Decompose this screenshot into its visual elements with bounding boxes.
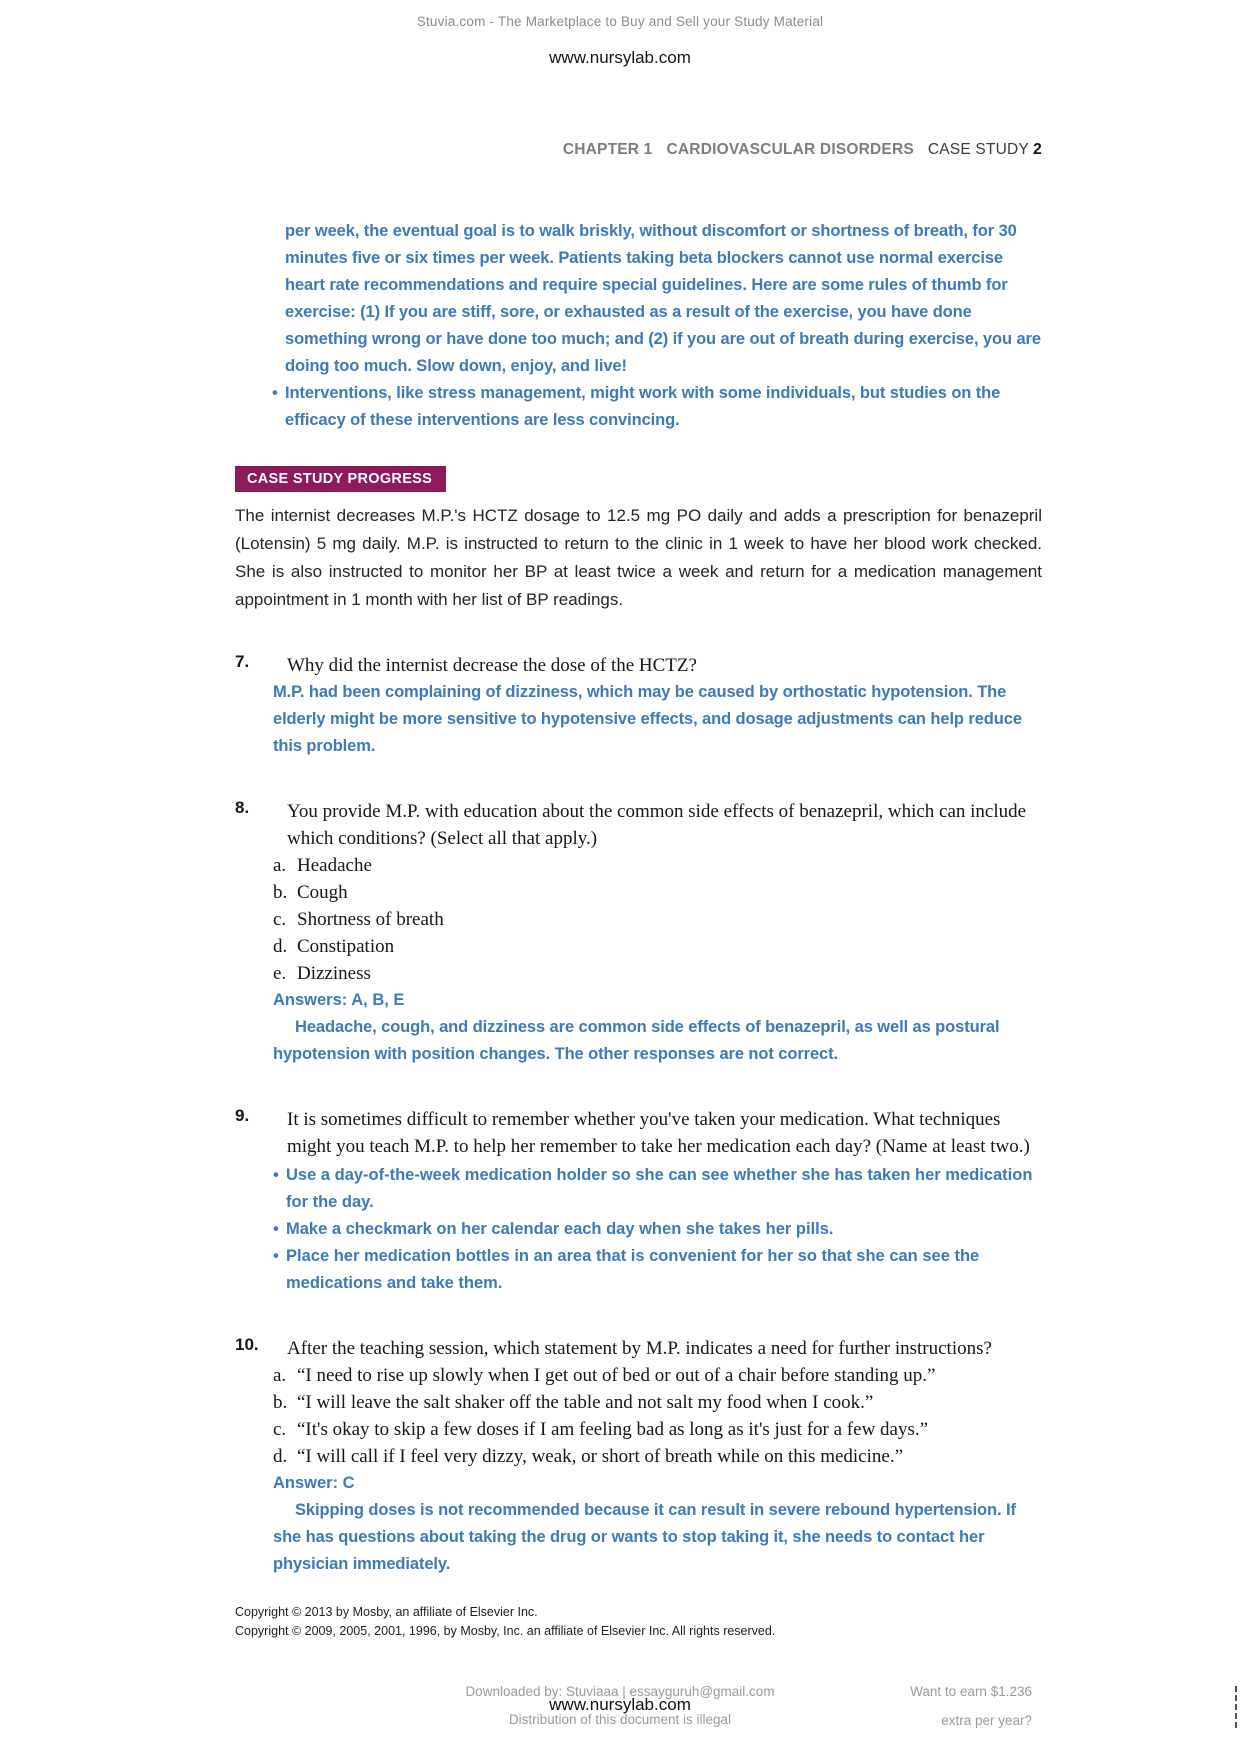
option-letter: c. bbox=[273, 909, 287, 930]
question-7-number: 7. bbox=[235, 652, 250, 671]
option-letter: d. bbox=[273, 1446, 288, 1467]
earn-promo bbox=[910, 1684, 1032, 1728]
copyright-line-1: Copyright © 2013 by Mosby, an affiliate of Elsevier Inc. bbox=[235, 1605, 538, 1619]
bullet-icon: • bbox=[273, 1220, 279, 1238]
chapter-heading bbox=[235, 141, 1042, 159]
case-study-label: CASE STUDY bbox=[927, 141, 1029, 158]
interventions-bullet bbox=[272, 380, 1042, 434]
header-site-url[interactable]: www.nursylab.com bbox=[549, 48, 691, 67]
question-10-number: 10. bbox=[235, 1335, 259, 1354]
interventions-bullet-text: Interventions, like stress management, might work with some individuals, but studies on the efficacy of these interventions are less convincing. bbox=[285, 384, 1001, 429]
question-7-answer: M.P. had been complaining of dizziness, which may be caused by orthostatic hypotension. The elderly might be more sensitive to hypotensive effects, and dosage adjustments can help reduce this problem. bbox=[273, 683, 1022, 755]
question-10-answer-label: Answer: C bbox=[273, 1474, 355, 1492]
option-text: “It's okay to skip a few doses if I am feeling bad as long as it's just for a few days.” bbox=[297, 1419, 929, 1440]
question-8-option-a bbox=[273, 852, 1042, 879]
bullet-text: Make a checkmark on her calendar each day when she takes her pills. bbox=[286, 1220, 834, 1238]
option-letter: b. bbox=[273, 1392, 288, 1413]
copyright-block bbox=[235, 1603, 775, 1641]
question-10-option-d bbox=[273, 1443, 1042, 1470]
question-9 bbox=[235, 1106, 1042, 1297]
question-9-answers bbox=[273, 1162, 1042, 1297]
earn-promo-line-2: extra per year? bbox=[941, 1713, 1032, 1728]
exercise-guidelines-text: per week, the eventual goal is to walk briskly, without discomfort or shortness of breath, for 30 minutes five or six times per week. Patients taking beta blockers cannot use normal exercise heart rate recommendations and require special guidelines. Here are some rules of thumb for exercise: (1) If you are stiff, sore, or exhausted as a result of the exercise, you have done something wrong or have done too much; and (2) if you are out of breath during exercise, you are doing too much. Slow down, enjoy, and live! bbox=[285, 222, 1041, 375]
option-text: Headache bbox=[297, 855, 372, 876]
question-8-explanation: Headache, cough, and dizziness are common side effects of benazepril, as well as postural hypotension with position changes. The other responses are not correct. bbox=[273, 1018, 1000, 1063]
copyright-line-2: Copyright © 2009, 2005, 2001, 1996, by Mosby, Inc. an affiliate of Elsevier Inc. All rights reserved. bbox=[235, 1624, 776, 1638]
question-10-text: After the teaching session, which statement by M.P. indicates a need for further instructions? bbox=[287, 1338, 992, 1359]
question-9-bullet-3 bbox=[273, 1243, 1042, 1297]
question-10-explanation: Skipping doses is not recommended because it can result in severe rebound hypertension. If she has questions about taking the drug or wants to stop taking it, she needs to contact her physician immediately. bbox=[273, 1501, 1016, 1573]
case-study-number: 2 bbox=[1033, 141, 1042, 158]
bullet-icon: • bbox=[273, 1247, 279, 1265]
page-content bbox=[235, 218, 1042, 1578]
question-8-number: 8. bbox=[235, 798, 250, 817]
footer-site-url[interactable]: www.nursylab.com bbox=[549, 1695, 691, 1714]
option-letter: c. bbox=[273, 1419, 287, 1440]
option-text: “I will call if I feel very dizzy, weak, or short of breath while on this medicine.” bbox=[297, 1446, 904, 1467]
page-edge-dash-marks bbox=[1235, 1686, 1237, 1728]
chapter-title: CARDIOVASCULAR DISORDERS bbox=[666, 141, 914, 158]
question-9-bullet-2 bbox=[273, 1216, 1042, 1243]
option-text: “I need to rise up slowly when I get out of bed or out of a chair before standing up.” bbox=[297, 1365, 936, 1386]
question-8-answer-label: Answers: A, B, E bbox=[273, 991, 405, 1009]
question-9-number: 9. bbox=[235, 1106, 250, 1125]
bullet-text: Use a day-of-the-week medication holder so she can see whether she has taken her medication for the day. bbox=[286, 1166, 1033, 1211]
case-study-progress-paragraph: The internist decreases M.P.'s HCTZ dosage to 12.5 mg PO daily and adds a prescription for benazepril (Lotensin) 5 mg daily. M.P. is instructed to return to the clinic in 1 week to have her blood work checked. She is also instructed to monitor her BP at least twice a week and return for a medication management appointment in 1 month with her list of BP readings. bbox=[235, 506, 1042, 609]
question-7 bbox=[235, 652, 1042, 760]
question-8-option-e bbox=[273, 960, 1042, 987]
stuvia-header-text: Stuvia.com - The Marketplace to Buy and Sell your Study Material bbox=[416, 14, 824, 29]
question-9-bullet-1 bbox=[273, 1162, 1042, 1216]
option-text: Cough bbox=[297, 882, 348, 903]
option-text: Shortness of breath bbox=[297, 909, 444, 930]
question-10-option-b bbox=[273, 1389, 1042, 1416]
question-9-text: It is sometimes difficult to remember whether you've taken your medication. What techniques might you teach M.P. to help her remember to take her medication each day? (Name at least two.) bbox=[287, 1109, 1030, 1157]
case-study-progress-banner: CASE STUDY PROGRESS bbox=[235, 466, 446, 492]
question-8-option-d bbox=[273, 933, 1042, 960]
option-letter: a. bbox=[273, 1365, 287, 1386]
question-8-text: You provide M.P. with education about the common side effects of benazepril, which can include which conditions? (Select all that apply.) bbox=[287, 801, 1027, 849]
distribution-notice: Distribution of this document is illegal bbox=[508, 1712, 732, 1727]
question-10 bbox=[235, 1335, 1042, 1578]
question-8-option-c bbox=[273, 906, 1042, 933]
question-10-option-c bbox=[273, 1416, 1042, 1443]
bullet-text: Place her medication bottles in an area that is convenient for her so that she can see the medications and take them. bbox=[286, 1247, 980, 1292]
option-text: “I will leave the salt shaker off the table and not salt my food when I cook.” bbox=[297, 1392, 874, 1413]
question-7-text: Why did the internist decrease the dose of the HCTZ? bbox=[287, 655, 697, 676]
option-text: Constipation bbox=[297, 936, 395, 957]
option-letter: a. bbox=[273, 855, 287, 876]
chapter-number: CHAPTER 1 bbox=[562, 141, 653, 158]
question-8 bbox=[235, 798, 1042, 1068]
bullet-icon: • bbox=[272, 384, 278, 402]
option-letter: b. bbox=[273, 882, 288, 903]
option-letter: d. bbox=[273, 936, 288, 957]
option-text: Dizziness bbox=[297, 963, 371, 984]
bullet-icon: • bbox=[273, 1166, 279, 1184]
option-letter: e. bbox=[273, 963, 287, 984]
earn-promo-line-1: Want to earn $1.236 bbox=[910, 1684, 1032, 1699]
downloaded-by-text: Downloaded by: Stuviaaa | essayguruh@gmail.com bbox=[465, 1684, 775, 1699]
question-10-option-a bbox=[273, 1362, 1042, 1389]
question-8-option-b bbox=[273, 879, 1042, 906]
